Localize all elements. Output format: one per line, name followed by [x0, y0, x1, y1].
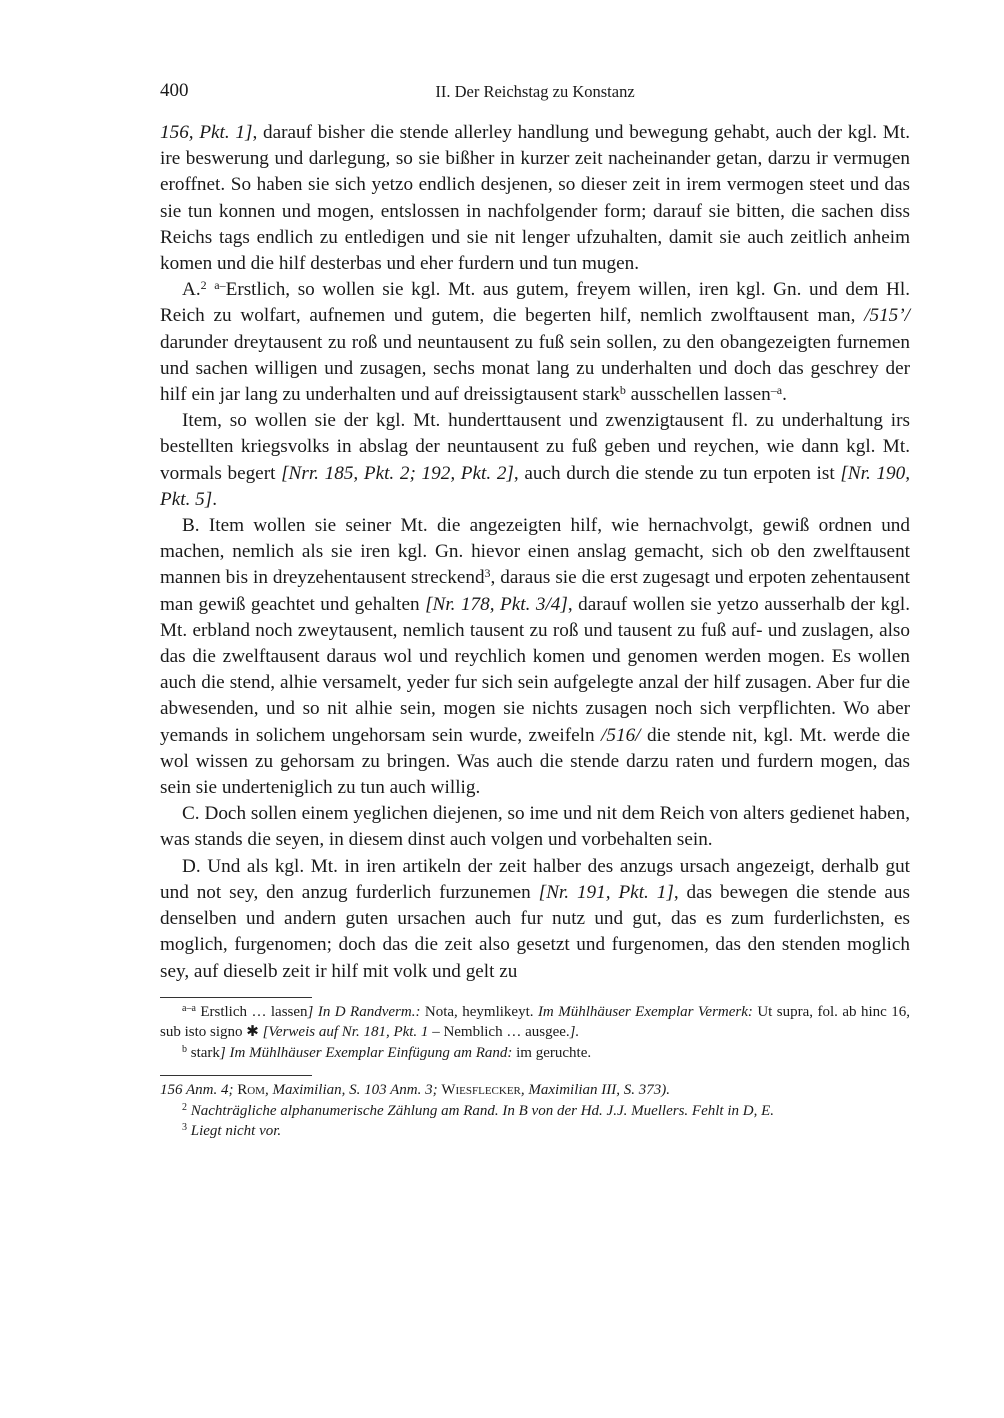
folio-mark: /515’/ [864, 305, 910, 327]
reference: [Nrr. 185, Pkt. 2; 192, Pkt. 2] [281, 462, 514, 484]
paragraph: 156, Pkt. 1], darauf bisher die stende allerley handlung und bewegung gehabt, auch der kgl. Mt. ire beswerung und darlegung, so sie bißher in kurzer zeit nacheinander getan, darzu ir vermugen eroffnet. So haben sie sich yetzo endlich desjenen, so dieser zeit in irem vermogen steet und das sie tun konnen und mogen, entslossen in nachfolgender form; darauf sie bitten, die sachen diss Reichs tags endlich zu entledigen und sie nit lenger ufzuhalten, damit sie auch zeitlich anheim komen und die hilf desterbas und eher furdern und tun mugen. [160, 122, 910, 275]
textnote-mark: b [619, 383, 626, 398]
reference: [Nr. 191, Pkt. 1] [538, 881, 674, 903]
paragraph: C. Doch sollen einem yeglichen diejenen, so ime und nit dem Reich von alters gedienet haben, was stands die seyen, in diesem dinst auch volgen und vorbehalten sein. [160, 803, 910, 851]
textnote: $^{a-a}$ Erstlich … lassen] In D Randverm.: Nota, heymlikeyt. Im Mühlhäuser Exemplar Vermerk: Ut supra, fol. ab hinc 16, sub isto signo ✱ [Verweis auf Nr. 181, Pkt. 1 – Nemblich … ausgee.]. [160, 1002, 910, 1041]
paragraph: D. Und als kgl. Mt. in iren artikeln der zeit halber des anzugs ursach angezeigt, derhalb gut und not sey, den anzug furderlich furzunemen [Nr. 191, Pkt. 1], das bewegen die stende aus denselben und andern guten ursachen auch fur nutz und gut, das es zum furderlichsten, es moglich, furgenomen; doch das die zeit also gesetzt und furgenomen, das den stenden moglich sey, auf dieselb zeit ir hilf mit volk und gelt zu [160, 855, 910, 982]
textnotes-divider [160, 997, 312, 998]
reference: [Nr. 190, Pkt. 5] [160, 462, 910, 510]
textnotes [160, 1002, 910, 1064]
page-number: 400 [160, 80, 189, 101]
paragraph: Item, so wollen sie der kgl. Mt. hunderttausent und zwenzigtausent fl. zu underhaltung irs bestellten kriegsvolks in abslag der neuntausent zu fuß geben und reychen, wie dann kgl. Mt. vormals begert [Nrr. 185, Pkt. 2; 192, Pkt. 2], auch durch die stende zu tun erpoten ist [Nr. 190, Pkt. 5]. [160, 410, 910, 510]
footnote: 156 Anm. 4; Rom, Maximilian, S. 103 Anm. 3; Wiesflecker, Maximilian III, S. 373). [160, 1082, 671, 1099]
folio-mark: /516/ [601, 724, 641, 746]
footnote-mark: 2 [200, 278, 207, 293]
footnote-mark: 3 [484, 566, 491, 581]
main-text [160, 120, 910, 985]
document-page [160, 80, 910, 1142]
footnotes-divider [160, 1075, 312, 1076]
reference: 156, Pkt. 1] [160, 122, 253, 143]
footnote: $^3$ Liegt nicht vor. [182, 1122, 282, 1140]
textnote-mark: –a [770, 383, 783, 398]
footnotes [160, 1080, 910, 1142]
textnote: $^b$ stark] Im Mühlhäuser Exemplar Einfügung am Rand: im geruchte. [182, 1043, 592, 1061]
page-header [160, 80, 910, 108]
paragraph: B. Item wollen sie seiner Mt. die angezeigten hilf, wie hernachvolgt, gewiß ordnen und machen, nemlich als sie iren kgl. Gn. hievor einen anslag gemacht, sich ob den zwelftausent mannen bis in dreyzehentausent streckend$^3$, daraus sie die erst zugesagt und erpoten zehentausent man gewiß geachtet und gehalten [Nr. 178, Pkt. 3/4], darauf wollen sie yetzo ausserhalb der kgl. Mt. erbland noch zweytausent, nemlich tausent zu roß und tausent zu fuß auf- und zuslagen, also das die zwelftausent daraus wol und reychlich komen und genomen werden mogen. Es wollen auch die stend, alhie versamelt, yeder fur sich sein aufgelegte anzal der hilf zusagen. Aber fur die abwesenden, und so nit alhie sein, mogen sie nichts zusagen noch sich verpflichten. Wo aber yemands in solichem ungehorsam sein wurde, zweifeln /516/ die stende nit, kgl. Mt. werde die wol wissen zu gehorsam zu bringen. Was auch die stende darzu raten und furdern mogen, das sein sie underteniglich zu tun auch willig. [160, 515, 910, 799]
running-title: II. Der Reichstag zu Konstanz [435, 82, 635, 101]
reference: [Nr. 178, Pkt. 3/4] [425, 593, 568, 615]
footnote: $^2$ Nachträgliche alphanumerische Zählung am Rand. In B von der Hd. J.J. Muellers. Fehlt in D, E. [182, 1101, 774, 1119]
textnote-mark: a– [214, 278, 226, 293]
paragraph: A.$^2$ $^{a-}$Erstlich, so wollen sie kgl. Mt. aus gutem, freyem willen, iren kgl. Gn. und dem Hl. Reich zu wolfart, aufnemen und gutem, die begerten hilf, nemlich zwolftausent man, /515’/ darunder dreytausent zu roß und neuntausent zu fuß sein sollen, zu den obangezeigten furnemen und sachen willigen und zusagen, sechs monat lang zu underhalten und doch das geschrey der hilf ein jar lang zu underhalten und auf dreissigtausent stark$^b$ ausschellen lassen$^{-a}$. [160, 278, 910, 406]
